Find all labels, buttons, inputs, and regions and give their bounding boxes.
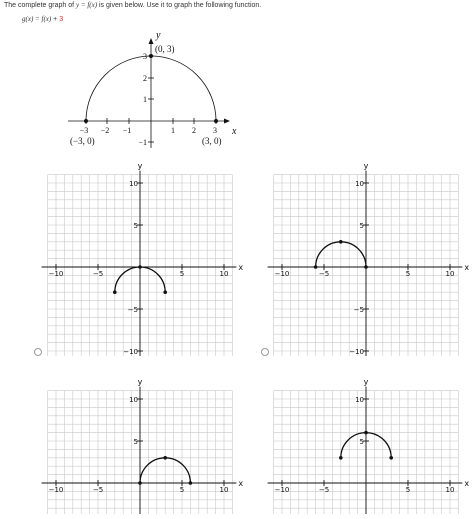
choice-b-ytick-label: 5 (359, 222, 364, 230)
ref-xtick-m2: −2 (100, 126, 110, 135)
choice-d-graph (268, 377, 470, 516)
choice-a-ytick-label: 10 (129, 180, 138, 188)
choice-d-point (389, 456, 393, 460)
ref-point-top (149, 54, 153, 58)
choice-a-ytick-label: −10 (123, 348, 138, 356)
choice-c-xtick-label: 10 (219, 486, 229, 494)
question-prompt (4, 1, 261, 10)
ref-y-axis-arrow (149, 38, 154, 44)
choice-d-xtick-label: 10 (445, 486, 455, 494)
ref-ytick-1: 1 (143, 95, 147, 104)
choice-a-point (163, 290, 167, 294)
prompt-equation: y = f(x) (76, 1, 98, 9)
choice-d-x-axis-label: x (464, 479, 470, 488)
ref-x-axis-arrow (224, 119, 230, 124)
function-shift-value: 3 (59, 16, 64, 23)
choice-b-point (314, 265, 318, 269)
choice-a-point (138, 265, 142, 269)
choice-d-xtick-label: −10 (274, 486, 290, 494)
ref-xtick-m1: −1 (122, 126, 132, 135)
choice-a-ytick-label: 5 (133, 222, 138, 230)
choice-c-graph (42, 377, 244, 516)
choice-a-xtick-label: −10 (48, 270, 64, 278)
prompt-text-after: is given below. Use it to graph the following function. (97, 2, 262, 9)
choice-b-xtick-label: −10 (274, 270, 290, 278)
ref-point-top-label: (0, 3) (155, 44, 175, 54)
ref-ytick-3: 3 (143, 52, 147, 61)
prompt-text-before: The complete graph of (4, 2, 76, 9)
choice-c-xtick-label: −5 (92, 486, 104, 494)
function-lhs: g(x) = (22, 15, 42, 23)
choice-d-y-axis-label: y (363, 377, 369, 387)
ref-xtick-2: 2 (192, 126, 196, 135)
ref-xtick-3: 3 (213, 126, 217, 135)
function-fx: f(x) (41, 15, 52, 23)
choice-d-xtick-label: 5 (405, 486, 411, 494)
choice-a-x-axis-label: x (238, 263, 244, 272)
choice-b-graph (268, 161, 470, 358)
ref-x-tick-labels (80, 126, 217, 135)
choice-a-xtick-label: 10 (219, 270, 229, 278)
ref-y-axis-label: y (156, 30, 161, 41)
choice-b-radio[interactable] (261, 348, 269, 356)
choice-d-point (364, 431, 368, 435)
choice-a-point (113, 290, 117, 294)
ref-ytick-m1: −1 (138, 138, 147, 147)
choice-a-ytick-label: −5 (127, 306, 138, 314)
ref-point-right-label: (3, 0) (202, 136, 222, 146)
choice-a-y-axis-label: y (137, 161, 143, 171)
choice-d-ytick-label: 5 (359, 438, 364, 446)
ref-point-right (214, 119, 218, 123)
choice-c-ytick-label: 5 (133, 438, 138, 446)
function-operator: + (51, 16, 60, 23)
ref-y-tick-labels (138, 52, 147, 147)
choice-b-ytick-label: −10 (349, 348, 364, 356)
ref-ytick-2: 2 (143, 74, 147, 83)
choice-b-ytick-label: −5 (353, 306, 364, 314)
choice-b-ytick-label: 10 (355, 180, 364, 188)
choice-b-x-axis-label: x (464, 263, 470, 272)
choice-c-x-axis-label: x (238, 479, 244, 488)
choice-c-point (138, 481, 142, 485)
choice-b-point (339, 240, 343, 244)
choice-c-point (163, 456, 167, 460)
reference-graph (60, 30, 250, 152)
ref-xtick-1: 1 (171, 126, 175, 135)
choice-d-ytick-label: 10 (355, 396, 364, 404)
choice-c-ytick-label: 10 (129, 396, 138, 404)
choice-a-radio[interactable] (34, 348, 42, 356)
choice-b-xtick-label: 10 (445, 270, 455, 278)
ref-point-left (84, 119, 88, 123)
ref-xtick-m3: −3 (79, 126, 89, 135)
choice-b-xtick-label: 5 (405, 270, 411, 278)
choice-b-point (364, 265, 368, 269)
choice-c-xtick-label: −10 (48, 486, 64, 494)
choice-d-point (339, 456, 343, 460)
choice-c-xtick-label: 5 (179, 486, 185, 494)
ref-x-axis-label: x (232, 126, 237, 137)
choice-b-xtick-label: −5 (318, 270, 330, 278)
choice-c-point (189, 481, 193, 485)
choice-d-xtick-label: −5 (318, 486, 330, 494)
choice-b-y-axis-label: y (363, 161, 369, 171)
choice-c-y-axis-label: y (137, 377, 143, 387)
choice-a-xtick-label: −5 (92, 270, 104, 278)
ref-point-left-label: (−3, 0) (70, 136, 95, 146)
choice-a-graph (42, 161, 244, 358)
function-definition (22, 15, 63, 24)
choice-a-xtick-label: 5 (179, 270, 185, 278)
